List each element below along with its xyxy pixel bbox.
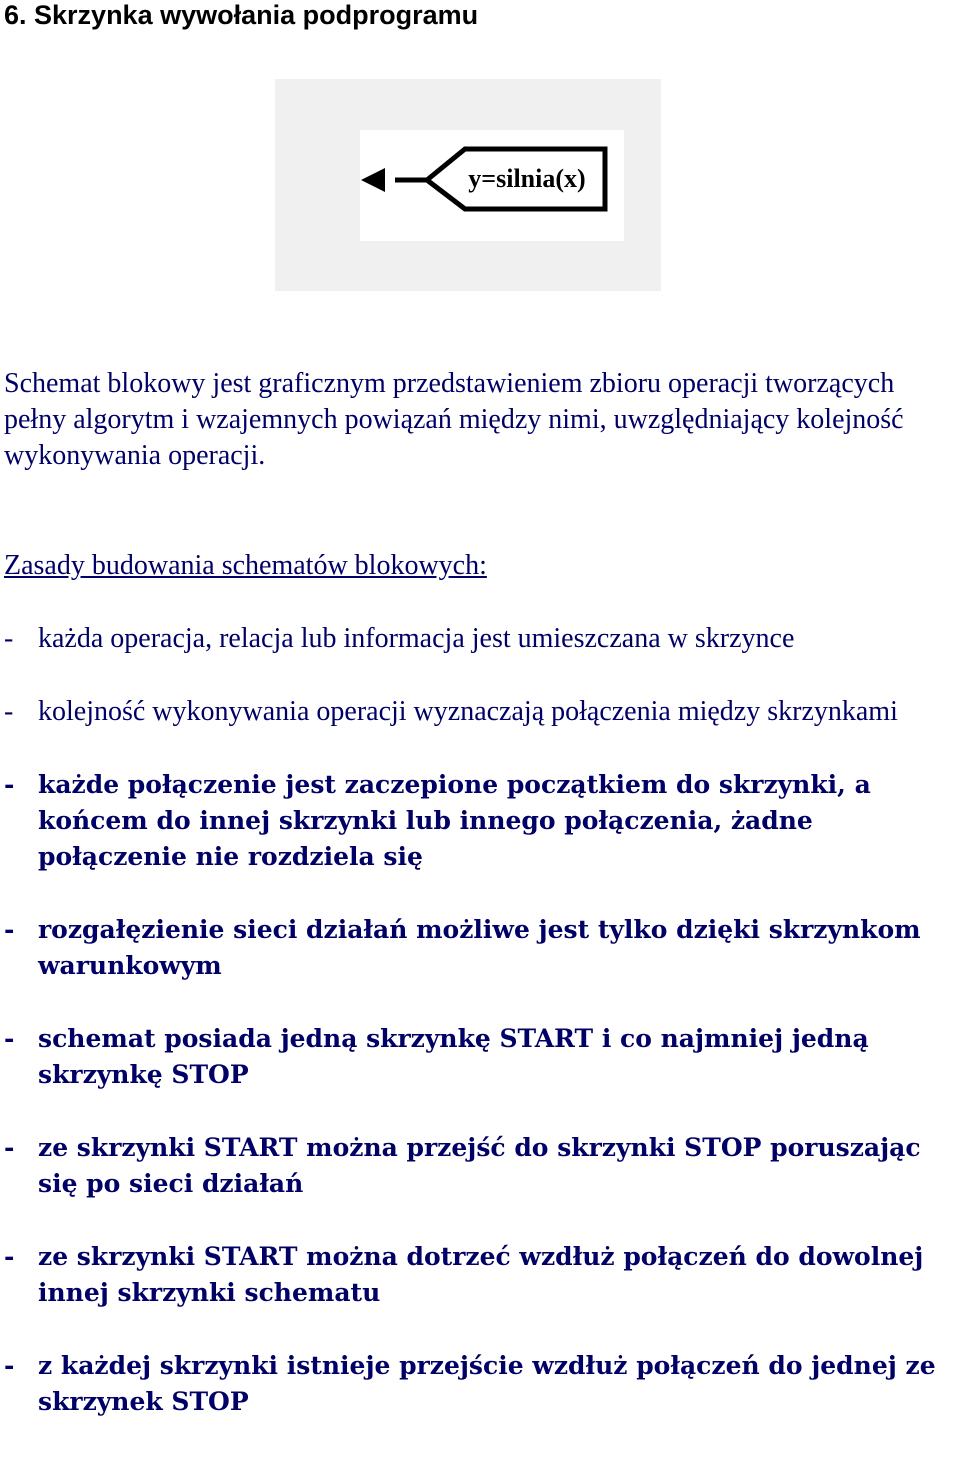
rule-dash: - bbox=[4, 1351, 15, 1380]
rule-dash: - bbox=[4, 1024, 15, 1053]
list-item bbox=[0, 1239, 958, 1311]
list-item bbox=[0, 767, 958, 875]
rule-dash: - bbox=[4, 1133, 15, 1162]
rule-dash: - bbox=[4, 1242, 15, 1271]
list-item bbox=[0, 1130, 958, 1202]
list-item bbox=[0, 694, 958, 730]
list-item bbox=[0, 1021, 958, 1093]
list-item bbox=[0, 912, 958, 984]
rule-dash: - bbox=[4, 770, 15, 799]
subroutine-box-label: y=silnia(x) bbox=[468, 164, 586, 193]
page-heading: 6. Skrzynka wywołania podprogramu bbox=[4, 0, 479, 30]
rules-title: Zasady budowania schematów blokowych: bbox=[4, 550, 487, 581]
rule-text: każda operacja, relacja lub informacja jest umieszczana w skrzynce bbox=[38, 623, 795, 654]
intro-paragraph: Schemat blokowy jest graficznym przedstawieniem zbioru operacji tworzących pełny algorytm i wzajemnych powiązań między nimi, uwzględniający kolejność wykonywania operacji. bbox=[4, 368, 904, 471]
list-item bbox=[0, 621, 958, 657]
rule-dash: - bbox=[4, 915, 15, 944]
rule-text: schemat posiada jedną skrzynkę START i co najmniej jedną skrzynkę STOP bbox=[38, 1024, 869, 1089]
rules-list bbox=[0, 621, 958, 1457]
rule-text: rozgałęzienie sieci działań możliwe jest tylko dzięki skrzynkom warunkowym bbox=[38, 915, 921, 980]
list-item bbox=[0, 1348, 958, 1420]
rule-text: ze skrzynki START można przejść do skrzynki STOP poruszając się po sieci działań bbox=[38, 1133, 921, 1198]
subroutine-call-figure bbox=[275, 79, 661, 291]
rule-text: każde połączenie jest zaczepione początkiem do skrzynki, a końcem do innej skrzynki lub innego połączenia, żadne połączenie nie rozdziela się bbox=[38, 770, 871, 871]
rule-text: kolejność wykonywania operacji wyznaczają połączenia między skrzynkami bbox=[38, 696, 898, 727]
rule-dash: - bbox=[4, 696, 14, 727]
subroutine-call-diagram bbox=[275, 79, 661, 291]
rule-text: z każdej skrzynki istnieje przejście wzdłuż połączeń do jednej ze skrzynek STOP bbox=[38, 1351, 936, 1416]
rule-dash: - bbox=[4, 623, 14, 654]
rule-text: ze skrzynki START można dotrzeć wzdłuż połączeń do dowolnej innej skrzynki schematu bbox=[38, 1242, 924, 1307]
